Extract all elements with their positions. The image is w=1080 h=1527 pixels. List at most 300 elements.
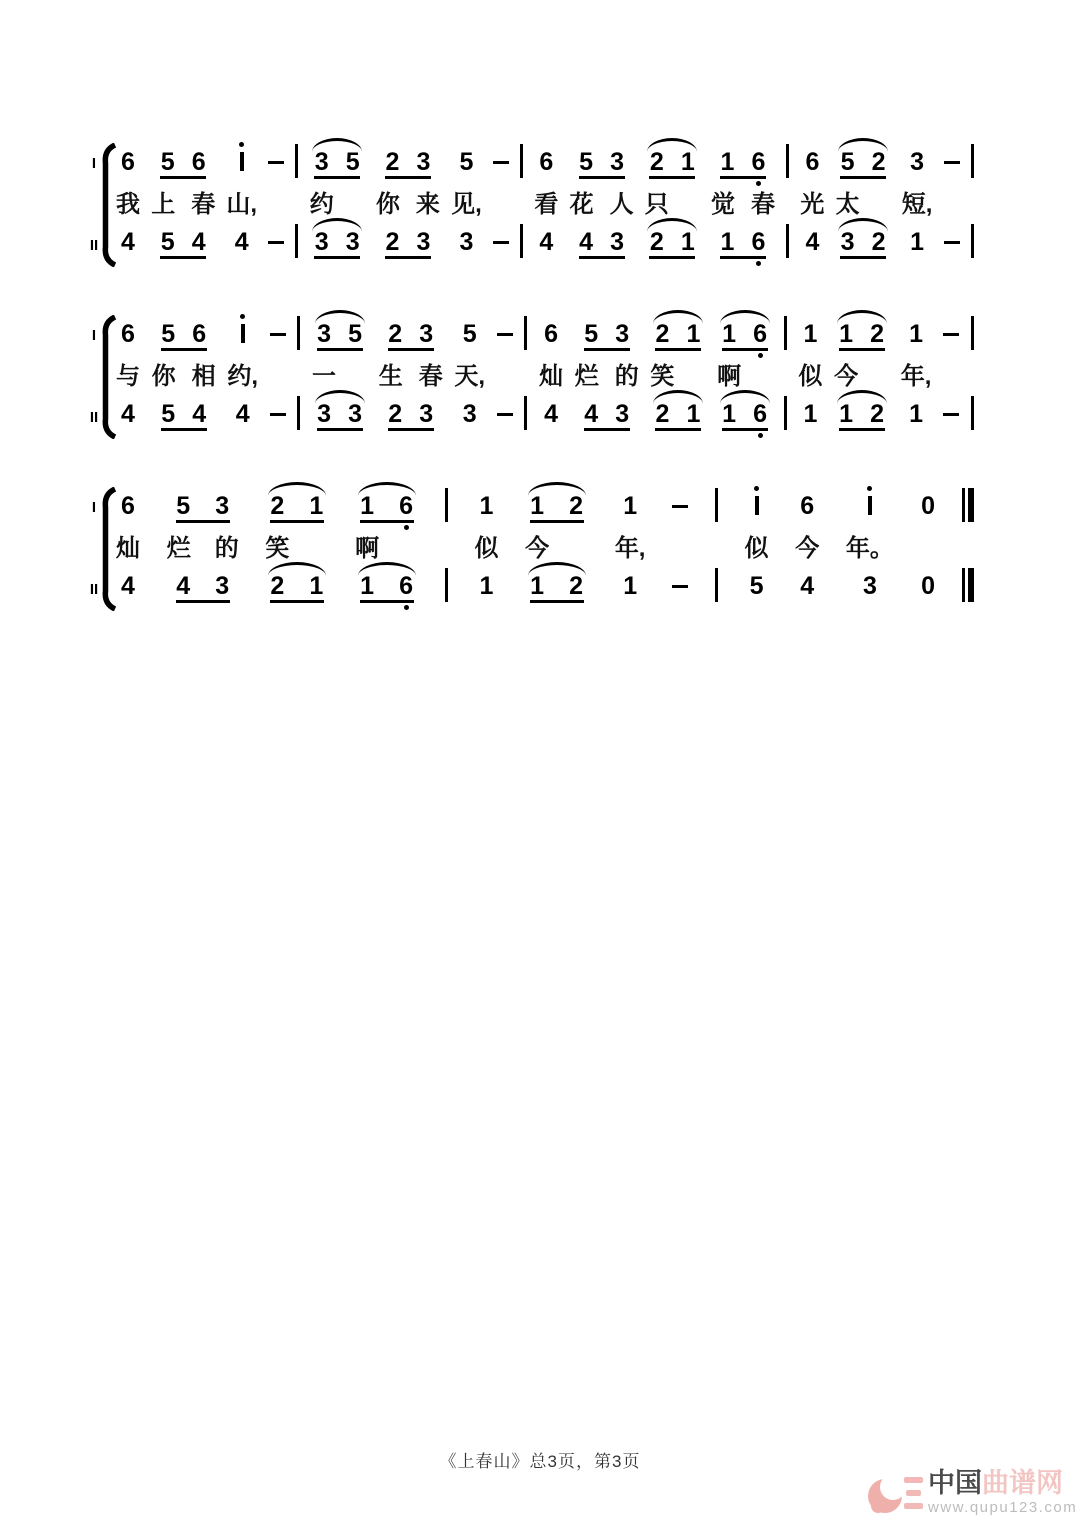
note: [160, 149, 175, 175]
lyric-cell: [226, 188, 257, 222]
note: [870, 321, 885, 347]
dot-spacer: [234, 259, 249, 268]
note: [680, 229, 695, 255]
voice2-cell: [270, 394, 286, 440]
duration-dash: [497, 413, 513, 417]
duration-dash: [268, 241, 284, 245]
note-number: 4: [121, 228, 135, 256]
watermark-brand-dark: 中国: [928, 1468, 982, 1498]
dot-spacer: [215, 523, 230, 532]
dot-spacer: [385, 259, 400, 268]
dot-spacer: [192, 351, 207, 360]
note: [462, 401, 477, 440]
note: [800, 493, 815, 532]
note: [610, 149, 625, 175]
score-column: [672, 486, 688, 612]
dot-spacer: [839, 431, 854, 440]
duration-dash: [672, 505, 688, 509]
voice2-cell: [479, 566, 494, 612]
beamed-notes: [160, 229, 206, 259]
beamed-notes: [317, 321, 363, 351]
dot-spacer: [803, 431, 818, 440]
note: [910, 149, 925, 188]
lyric-cell: [836, 188, 891, 222]
score-column: [921, 486, 936, 612]
score-column: [901, 314, 932, 440]
voice2-cell: [497, 394, 513, 440]
voice2-cell: [749, 566, 764, 612]
note-number: 1: [309, 572, 324, 600]
lyric-syllable: 看: [534, 191, 559, 218]
barline: [715, 488, 718, 522]
note: [803, 321, 818, 360]
note: [360, 493, 375, 519]
octave-dot-mark: [756, 261, 761, 266]
dot-spacer: [462, 351, 477, 360]
note: [462, 321, 477, 360]
note: [270, 493, 285, 519]
note-number: 3: [840, 228, 855, 256]
note: [610, 229, 625, 255]
voice1-cell: [803, 314, 818, 360]
beamed-notes: [314, 149, 360, 179]
note: [722, 321, 737, 347]
beamed-notes: [530, 493, 584, 523]
note-group: [385, 229, 431, 268]
note: [121, 229, 136, 268]
dot-spacer: [749, 523, 764, 532]
score-column: [167, 486, 239, 612]
voice2-cell: [462, 394, 477, 440]
note: [805, 149, 820, 188]
duration-dash: [268, 161, 284, 165]
voice2-cell: [459, 222, 474, 268]
voice2-cell: [160, 222, 206, 268]
voice1-cell: [270, 486, 324, 532]
dot-spacer: [314, 179, 329, 188]
dot-spacer: [649, 179, 664, 188]
note-number: 1: [909, 320, 924, 348]
note: [649, 229, 664, 255]
note-number: 3: [610, 148, 625, 176]
lyric-cell: [265, 532, 328, 566]
voice2-cell: [539, 222, 554, 268]
octave-dot: [399, 523, 414, 532]
voice1-cell: [971, 314, 974, 360]
note: [121, 573, 136, 612]
lyric-cell: [650, 360, 705, 394]
voice2-cell: [297, 394, 300, 440]
dot-spacer: [680, 179, 695, 188]
voice1-cell: [385, 142, 431, 188]
note-number: 0: [921, 492, 936, 520]
lyric-cell: [570, 188, 634, 222]
note-number: 4: [800, 572, 815, 600]
dot-spacer: [191, 259, 206, 268]
lyric-cell: [798, 360, 822, 394]
score-column: [715, 486, 718, 612]
dot-spacer: [800, 523, 815, 532]
dot-spacer: [215, 603, 230, 612]
note-number: 3: [345, 228, 360, 256]
note-group: [722, 321, 768, 360]
barline: [971, 316, 974, 350]
lyric-syllable: 花: [569, 191, 594, 218]
octave-dot-row: [270, 603, 324, 612]
lyric-cell: [645, 188, 700, 222]
note-number: 6: [192, 320, 207, 348]
note: [348, 321, 363, 347]
octave-dot-row: [176, 523, 230, 532]
dot-spacer: [579, 259, 594, 268]
note: [160, 229, 175, 255]
dot-spacer: [579, 179, 594, 188]
voice1-cell: [749, 486, 764, 532]
dot-spacer: [192, 431, 207, 440]
score-column: [570, 142, 634, 268]
duration-dash: [497, 333, 513, 337]
voice2-cell: [962, 566, 974, 612]
dot-spacer: [388, 431, 403, 440]
dot-spacer: [840, 259, 855, 268]
note: [121, 321, 136, 360]
score-column: [355, 486, 418, 612]
note-number: 5: [160, 148, 175, 176]
note-group: [388, 321, 434, 360]
note-number: 5: [345, 148, 360, 176]
note-group: [161, 401, 207, 440]
note-group: [314, 229, 360, 268]
octave-dot-row: [530, 603, 584, 612]
note-number: 2: [385, 228, 400, 256]
note: [910, 229, 925, 268]
voice2-cell: [971, 222, 974, 268]
score-column: [151, 142, 215, 268]
lyric-syllable: 今: [834, 363, 859, 390]
dot-spacer: [610, 259, 625, 268]
beamed-notes: [360, 493, 414, 523]
dot-spacer: [121, 351, 136, 360]
note-number: 3: [459, 228, 474, 256]
dot-spacer: [309, 603, 324, 612]
score-column: [265, 486, 328, 612]
dot-spacer: [544, 431, 559, 440]
note-number: 2: [388, 320, 403, 348]
barline: [524, 316, 527, 350]
lyric-cell: [711, 188, 775, 222]
lyric-cell: [312, 360, 367, 394]
note: [479, 573, 494, 612]
note-number: 1: [479, 572, 494, 600]
beamed-notes: [388, 321, 434, 351]
slur-arc: [653, 310, 703, 324]
note-number: 1: [686, 400, 701, 428]
note-number: 3: [419, 400, 434, 428]
final-barline: [962, 568, 974, 602]
beamed-notes: [579, 229, 625, 259]
note-number: 1: [530, 572, 545, 600]
note: [720, 229, 735, 255]
octave-dot-row: [388, 351, 434, 360]
note: [235, 401, 250, 440]
note-number: 6: [399, 572, 414, 600]
dot-spacer: [910, 179, 925, 188]
note-group: [530, 493, 584, 532]
dot-spacer: [160, 179, 175, 188]
octave-dot-row: [720, 179, 766, 188]
watermark: [866, 1468, 1077, 1522]
lyric-cell: [116, 188, 140, 222]
voice1-cell: [805, 142, 820, 188]
octave-dot-row: [584, 351, 630, 360]
score-column: [445, 486, 448, 612]
note-number: 1: [309, 492, 324, 520]
voice2-cell: [121, 566, 136, 612]
note-number: 3: [317, 320, 331, 348]
dot-spacer: [235, 431, 250, 440]
note: [909, 401, 924, 440]
note-number: 3: [462, 400, 477, 428]
dot-spacer: [121, 523, 136, 532]
note: [803, 401, 818, 440]
system-3: [86, 486, 986, 612]
beamed-notes: [176, 493, 230, 523]
note: [345, 229, 360, 255]
note-number: 6: [805, 148, 820, 176]
lyric-cell: [901, 360, 932, 394]
dot-spacer: [655, 431, 670, 440]
octave-dot-row: [317, 431, 363, 440]
note-number: 5: [160, 228, 175, 256]
beamed-notes: [317, 401, 363, 431]
voice2-cell: [649, 222, 695, 268]
score-column: [116, 486, 140, 612]
lyric-syllable: 约: [309, 191, 334, 218]
note: [348, 401, 363, 427]
note-number: 5: [348, 320, 362, 348]
dot-spacer: [680, 259, 695, 268]
beamed-notes: [722, 401, 768, 431]
dot-spacer: [345, 259, 360, 268]
dot-spacer: [909, 351, 924, 360]
note: [655, 321, 670, 347]
voice2-cell: [715, 566, 718, 612]
beamed-notes: [360, 573, 414, 603]
lyric-syllable: 年,: [614, 535, 646, 562]
note-number: 1: [839, 320, 854, 348]
note-number: 3: [215, 492, 230, 520]
note: [459, 149, 474, 188]
watermark-brand-light: 曲谱网: [982, 1468, 1063, 1498]
note: [176, 493, 191, 519]
voice1-cell: [234, 142, 249, 188]
system-1: [86, 142, 986, 268]
note: [388, 321, 403, 347]
lyric-syllable: 短,: [901, 191, 933, 218]
note-number: 4: [579, 228, 594, 256]
note-number: 2: [870, 400, 885, 428]
score-column: [152, 314, 216, 440]
octave-dot-mark: [867, 486, 872, 491]
score-column: [645, 142, 700, 268]
octave-dot-mark: [239, 142, 244, 147]
note: [862, 484, 877, 532]
voice1-cell: [720, 142, 766, 188]
score-column: [784, 314, 787, 440]
note: [235, 312, 250, 360]
note: [385, 229, 400, 255]
voice1-cell: [971, 142, 974, 188]
score-column: [944, 142, 960, 268]
voice2-cell: [805, 222, 820, 268]
dot-spacer: [161, 351, 176, 360]
barline: [971, 224, 974, 258]
lyric-syllable: 的: [214, 535, 239, 562]
beamed-notes: [584, 321, 630, 351]
voice1-cell: [530, 486, 584, 532]
note-group: [655, 321, 701, 360]
voice2-cell: [584, 394, 630, 440]
octave-dot-row: [722, 431, 768, 440]
voice1-cell: [840, 142, 886, 188]
beamed-notes: [649, 149, 695, 179]
dot-spacer: [121, 603, 136, 612]
note-number: 2: [871, 148, 886, 176]
voice1-cell: [459, 142, 474, 188]
note-group: [584, 321, 630, 360]
octave-dot-row: [385, 259, 431, 268]
note: [215, 573, 230, 599]
lyric-syllable: 灿: [116, 535, 140, 562]
dot-spacer: [360, 603, 375, 612]
lyric-cell: [525, 532, 588, 566]
lyric-cell: [539, 360, 563, 394]
slur-arc: [315, 310, 365, 324]
voice2-cell: [909, 394, 924, 440]
dot-spacer: [176, 523, 191, 532]
beamed-notes: [722, 321, 768, 351]
dot-spacer: [360, 523, 375, 532]
system-line: [116, 314, 974, 440]
voice1-cell: [462, 314, 477, 360]
duration-dash: [943, 413, 959, 417]
lyric-cell: [227, 360, 258, 394]
note-number: 1: [360, 572, 375, 600]
duration-dash: [944, 161, 960, 165]
score-column: [902, 142, 933, 268]
duration-dash: [493, 161, 509, 165]
note-group: [839, 401, 885, 440]
note-number: 1: [909, 400, 924, 428]
voice2-cell: [493, 222, 509, 268]
dot-spacer: [615, 351, 630, 360]
note-number: 1: [680, 148, 695, 176]
lyric-syllable: 人: [609, 191, 634, 218]
note-number: 6: [121, 148, 135, 176]
lyric-cell: [116, 360, 140, 394]
voice1-cell: [539, 142, 554, 188]
note-number: 5: [462, 320, 477, 348]
lyric-syllable: 啊: [717, 363, 742, 390]
note-number: 2: [270, 492, 285, 520]
slur-arc: [312, 138, 362, 152]
beamed-notes: [160, 149, 206, 179]
beamed-notes: [161, 401, 207, 431]
voice1-cell: [962, 486, 974, 532]
note-number: 3: [314, 148, 329, 176]
note: [416, 149, 431, 175]
note-number: 4: [121, 572, 135, 600]
note: [839, 321, 854, 347]
dot-spacer: [176, 603, 191, 612]
lyric-cell: [451, 188, 482, 222]
octave-dot: [751, 179, 766, 188]
note-number: 1: [360, 492, 375, 520]
dot-spacer: [388, 351, 403, 360]
note: [539, 229, 554, 268]
lyric-cell: [615, 532, 646, 566]
voice1-cell: [520, 142, 523, 188]
page-footer: 《上春山》总3页，第3页: [439, 1452, 641, 1471]
octave-dot-mark: [404, 605, 409, 610]
note-number: 5: [459, 148, 474, 176]
voice1-cell: [722, 314, 768, 360]
note: [569, 493, 584, 519]
voice2-cell: [385, 222, 431, 268]
final-barline-thick: [968, 488, 974, 522]
voice1-cell: [176, 486, 230, 532]
voice2-cell: [524, 394, 527, 440]
lyric-syllable: 啊: [355, 535, 380, 562]
lyric-syllable: 你: [375, 191, 400, 218]
note-number: 6: [751, 148, 766, 176]
note-number: 6: [544, 320, 559, 348]
voice2-cell: [161, 394, 207, 440]
note-number: 1: [910, 228, 925, 256]
note-number: 3: [317, 400, 331, 428]
octave-dot-row: [839, 431, 885, 440]
voice2-cell: [314, 222, 360, 268]
lyric-syllable: 只: [644, 191, 669, 218]
note-number: 5: [161, 400, 176, 428]
duration-dash: [943, 333, 959, 337]
note-group: [839, 321, 885, 360]
lyric-cell: [152, 360, 216, 394]
voice1-cell: [524, 314, 527, 360]
score-column: [943, 314, 959, 440]
dot-spacer: [800, 603, 815, 612]
voice-label-2: II: [89, 237, 99, 254]
dot-spacer: [569, 523, 584, 532]
note: [584, 401, 599, 427]
dot-spacer: [910, 259, 925, 268]
note-number: 3: [348, 400, 362, 428]
dot-spacer: [649, 259, 664, 268]
voice1-cell: [909, 314, 924, 360]
score-column: [836, 142, 891, 268]
score-column: [525, 486, 588, 612]
dot-spacer: [235, 351, 250, 360]
note-group: [579, 229, 625, 268]
octave-dot-row: [722, 351, 768, 360]
voice2-cell: [295, 222, 298, 268]
score-area: [86, 142, 986, 658]
octave-dot-row: [720, 259, 766, 268]
note-group: [317, 321, 363, 360]
note: [751, 229, 766, 255]
voice2-cell: [722, 394, 768, 440]
dot-spacer: [317, 431, 332, 440]
